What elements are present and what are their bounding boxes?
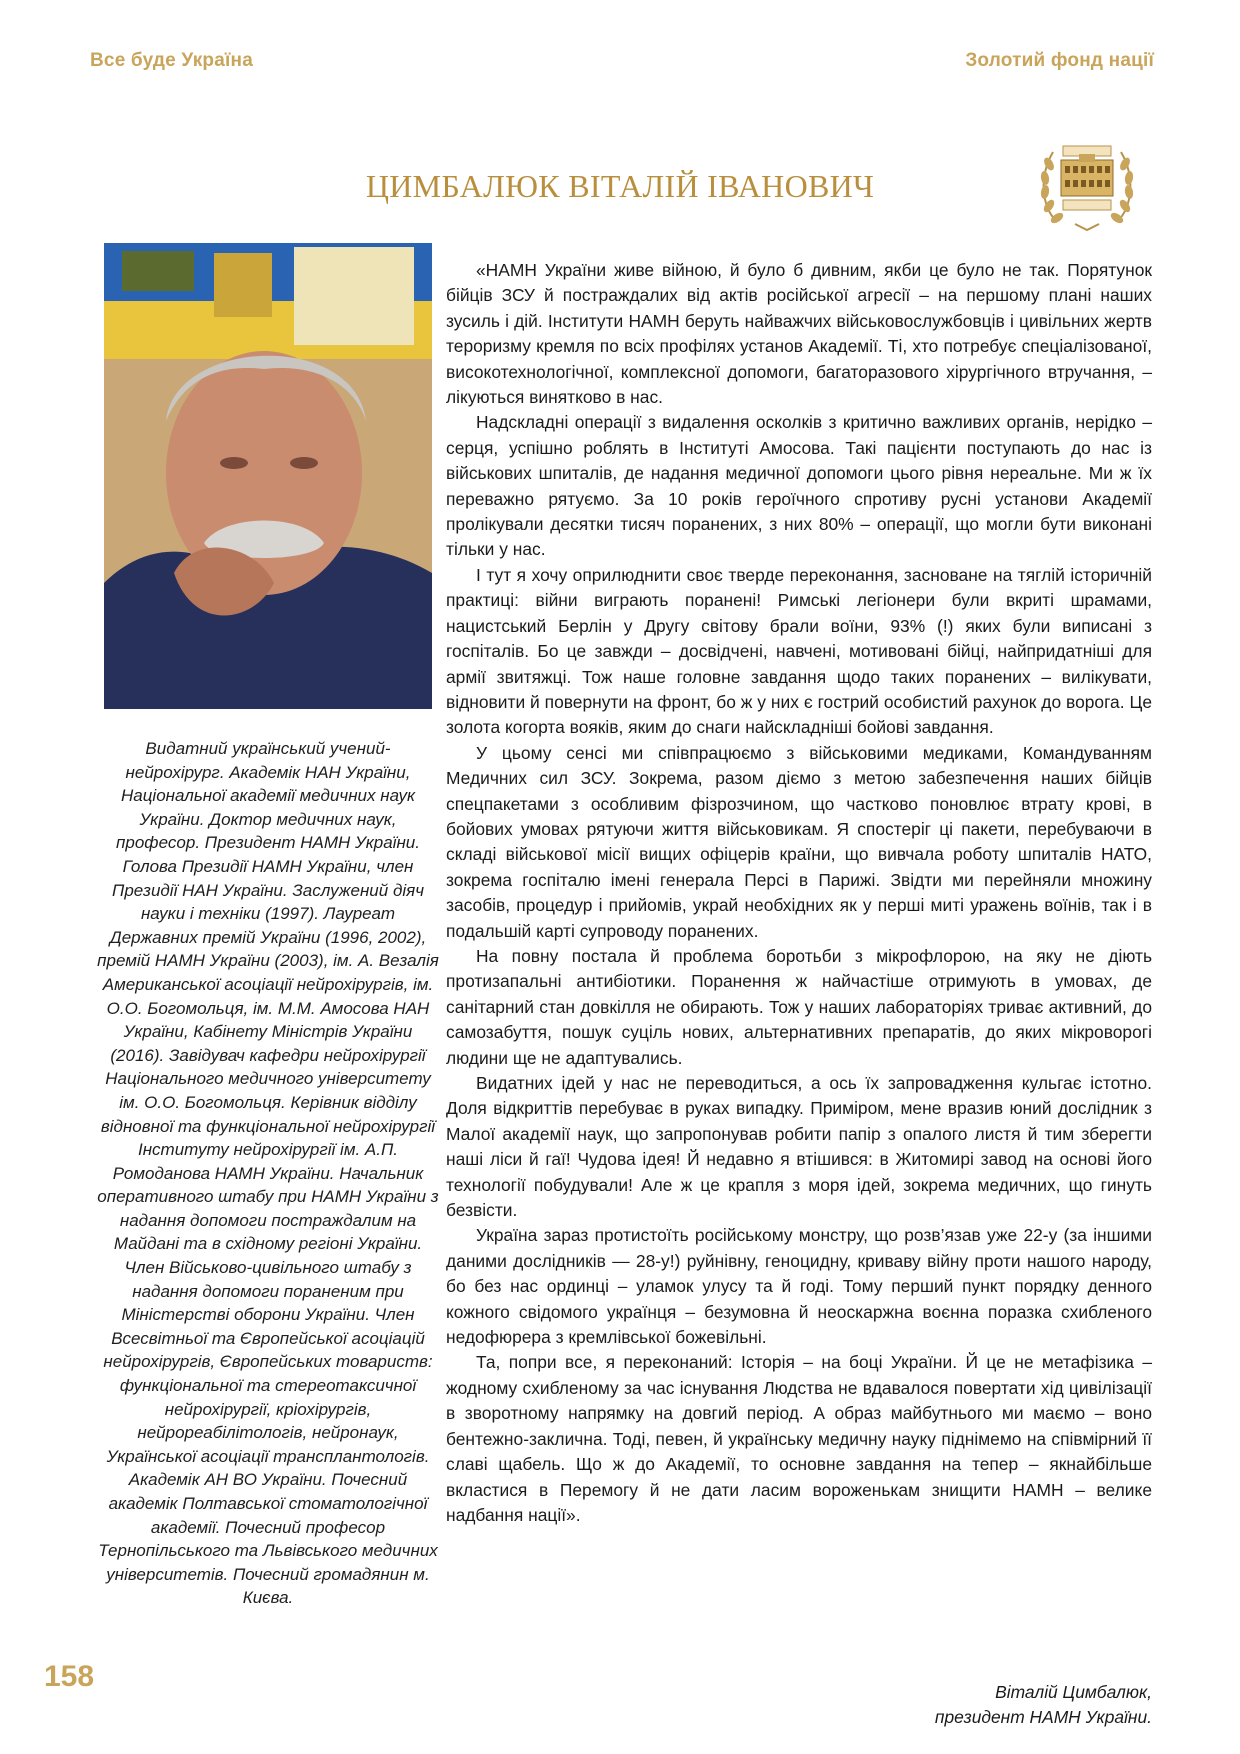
signature-position: президент НАМН України. — [934, 1707, 1152, 1727]
article-title: ЦИМБАЛЮК ВІТАЛІЙ ІВАНОВИЧ — [365, 168, 875, 204]
portrait-photo — [104, 243, 432, 709]
article-paragraph: Видатних ідей у нас не переводиться, а ось їх запровадження кульгає істотно. Доля відкриттів перебуває в руках випадку. Приміром, мене вразив юний дослідник з Малої академії наук, що запропонував робити папір з опалого листя й тим зберегти наші ліси й гаї! Чудова ідея! Й недавно я втішився: в Житомирі завод на основі його технології побудували! Але ж це крапля з моря ідей, зокрема медичних, що гинуть безвісти. — [446, 1073, 1152, 1221]
article-paragraph: «НАМН України живе війною, й було б дивним, якби це було не так. Порятунок бійців ЗСУ й постраждалих від актів російської агресії – на першому плані наших зусиль і дій. Інститути НАМН беруть найважчих військовослужбовців і цивільних жертв тероризму кремля по всіх профілях установ Академії. Ті, хто потребує спеціалізованої, високотехнологічної, комплексної допомоги, багаторазового хірургічного втручання, – лікуються винятково в нас. — [446, 260, 1152, 408]
article-body — [446, 258, 1152, 1528]
article-paragraph: На повну постала й проблема боротьби з мікрофлорою, на яку не діють протизапальні антибіотики. Поранення ж найчастіше отримують в умовах, де санітарний стан довкілля не обирають. Тож у наших лабораторіях триває активний, до самозабуття, пошук суціль нових, альтернативних препаратів, до яких мікроворогі людини ще не адаптувались. — [446, 945, 1152, 1068]
article-paragraph: Україна зараз протистоїть російському монстру, що розв’язав уже 22-у (за іншими даними дослідників — 28-у!) руйнівну, геноцидну, криваву війну проти нашого народу, бо без нас ординці – уламок улусу та й годі. Тому перший пункт порядку денного кожного свідомого українця – безумовна й неоскаржна воєнна поразка схибленого недофюрера з кремлівської божевільні. — [446, 1225, 1152, 1348]
academy-emblem-icon — [1035, 130, 1139, 238]
biography-caption: Видатний український учений-нейрохірург. Академік НАН України, Національної академії медичних наук України. Доктор медичних наук, професор. Президент НАМН України. Голова Президії НАМН України, член Президії НАН України. Заслужений діяч науки і техніки (1997). Лауреат Державних премій України (1996, 2002), премій НАМН України (2003), ім. А. Везалія Американської асоціації нейрохірургів, ім. О.О. Богомольця, ім. М.М. Амосова НАН України, Кабінету Міністрів України (2016). Завідувач кафедри нейрохірургії Національного медичного університету ім. О.О. Богомольця. Керівник відділу відновної та функціональної нейрохірургії Інституту нейрохірургії ім. А.П. Ромоданова НАМН України. Начальник оперативного штабу при НАМН України з надання допомоги постраждалим на Майдані та в східному регіоні України. Член Військово-цивільного штабу з надання допомоги пораненим при Міністерстві оборони України. Член Всесвітньої та Європейської асоціацій нейрохірургів, Європейських товариств: функціональної та стереотаксичної нейрохірургії, кріохірургів, нейрореабілітологів, нейронаук, Української асоціації трансплантологів. Академік АН ВО України. Почесний академік Полтавської стоматологічної академії. Почесний професор Тернопільського та Львівського медичних університетів. Почесний громадянин м. Києва. — [97, 739, 439, 1608]
running-head-right: Золотий фонд нації — [965, 50, 1154, 71]
running-head-left: Все буде Україна — [90, 50, 253, 71]
signature — [752, 1680, 1152, 1730]
article-paragraph: У цьому сенсі ми співпрацюємо з військовими медиками, Командуванням Медичних сил ЗСУ. Зокрема, разом діємо з метою забезпечення наших бійців спецпакетами з особливим фізрозчином, що частково поновлює втрату крові, в бойових умовах рятуючи життя військовикам. Я спостеріг ці пакети, перебуваючи в складі військової місії вищих офіцерів країни, що вивчала роботу шпиталів НАТО, зокрема госпіталю імені генерала Персі в Парижі. Звідти ми перейняли множину засобів, процедур і прийомів, украй необхідних як у перші миті уражень воїнів, так і в подальшій карті супроводу поранених. — [446, 742, 1152, 941]
article-paragraph: І тут я хочу оприлюднити своє тверде переконання, засноване на тяглій історичній практиці: війни виграють поранені! Римські легіонери були вкриті шрамами, нацистський Берлін у Другу світову брали воїни, 93% (!) яких були виписані з госпіталів. Бо це завжди – досвідчені, навчені, мотивовані бійці, найпридатніші для армії звитяжці. Тож наше головне завдання щодо таких поранених – вилікувати, відновити й повернути на фронт, бо ж у них є гострий особистий рахунок до ворога. Це золота когорта вояків, яким до снаги найскладніші бойові завдання. — [446, 564, 1152, 738]
article-paragraph: Надскладні операції з видалення осколків з критично важливих органів, нерідко – серця, успішно роблять в Інституті Амосова. Такі пацієнти поступають до нас із військових шпиталів, де надання медичної допомоги цього рівня нереальне. Ми ж їх переважно рятуємо. За 10 років героїчного спротиву русні установи Академії пролікували десятки тисяч поранених, з них 80% – операції, що могли бути виконані тільки у нас. — [446, 412, 1152, 560]
signature-name: Віталій Цимбалюк, — [995, 1682, 1152, 1702]
page-number: 158 — [44, 1660, 95, 1693]
article-paragraph: Та, попри все, я переконаний: Історія – на боці України. Й це не метафізика –жодному схибленому за час існування Людства не вдавалося повертати хід цивілізації в зворотному напрямку на довгий період. А образ майбутнього ми маємо – воно бентежно-заклична. Тоді, певен, й українську медичну науку піднімемо на співмірний її славі щабель. Що ж до Академії, то основне завдання на тепер – якнайбільше вкластися в Перемогу й не дати ласим вороженькам знищити НАМН – велике надбання нації». — [446, 1352, 1152, 1525]
